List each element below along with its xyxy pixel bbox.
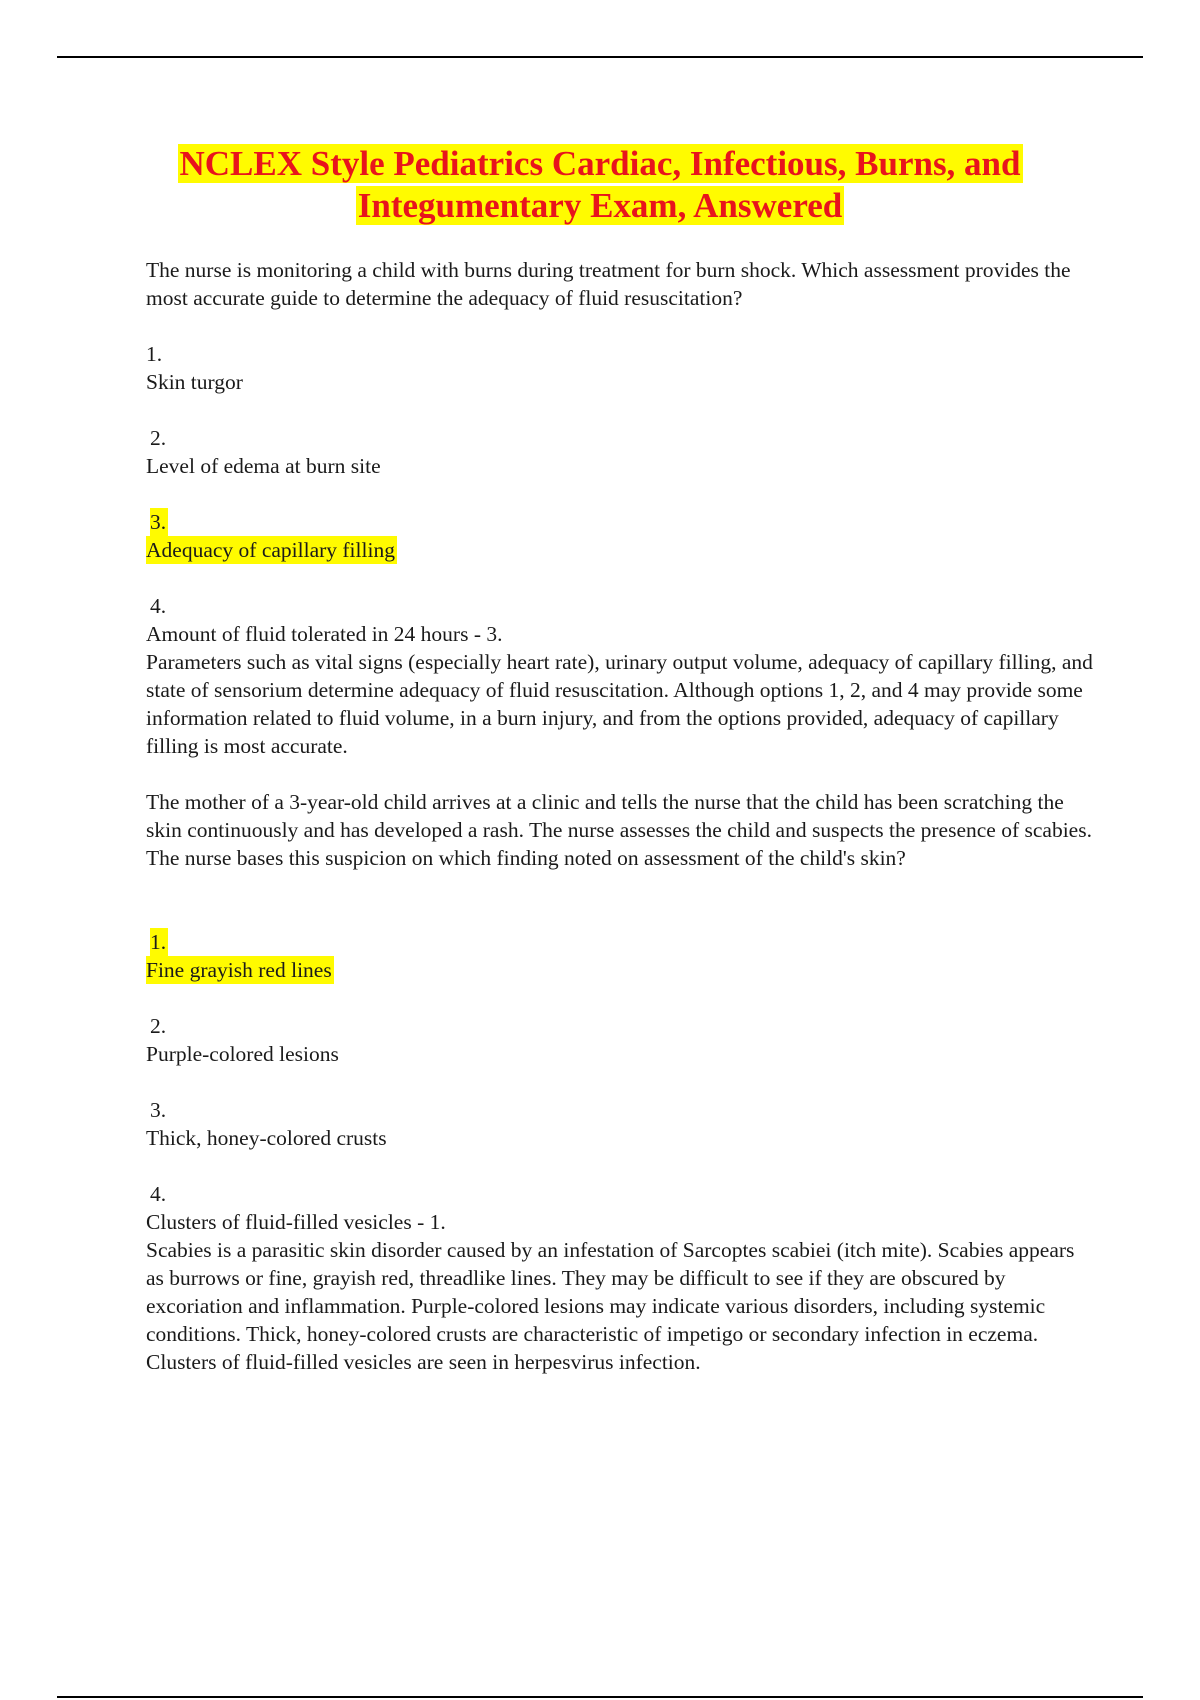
document-title xyxy=(60,143,1140,227)
option-number: 3. xyxy=(150,1098,167,1122)
question-1-rationale: Parameters such as vital signs (especially heart rate), urinary output volume, adequacy of capillary filling, and state of sensorium determine adequacy of fluid resuscitation. Although options 1, 2, and 4 may provide some information related to fluid volume, in a burn injury, and from the options provided, adequacy of capillary filling is most accurate. xyxy=(146,650,1093,758)
q2-option-2 xyxy=(146,1012,1096,1068)
option-number: 4. xyxy=(150,594,167,618)
option-text: Amount of fluid tolerated in 24 hours - 3. xyxy=(146,622,503,646)
option-number: 2. xyxy=(150,426,167,450)
option-number: 2. xyxy=(150,1014,167,1038)
q2-option-3 xyxy=(146,1096,1096,1152)
option-number-highlighted: 3. xyxy=(150,510,167,534)
question-1-text: The nurse is monitoring a child with burns during treatment for burn shock. Which assessment provides the most accurate guide to determine the adequacy of fluid resuscitation? xyxy=(146,258,1071,310)
option-number: 4. xyxy=(150,1182,167,1206)
option-text: Purple-colored lesions xyxy=(146,1042,339,1066)
option-text: Thick, honey-colored crusts xyxy=(146,1126,387,1150)
option-text: Level of edema at burn site xyxy=(146,454,381,478)
question-2-text: The mother of a 3-year-old child arrives at a clinic and tells the nurse that the child has been scratching the skin continuously and has developed a rash. The nurse assesses the child and suspects the presence of scabies. The nurse bases this suspicion on which finding noted on assessment of the child's skin? xyxy=(146,790,1092,870)
q1-option-3-correct xyxy=(146,508,1096,564)
bottom-rule xyxy=(57,1696,1143,1698)
q1-option-4 xyxy=(146,592,1096,648)
option-text: Skin turgor xyxy=(146,370,243,394)
q1-option-2 xyxy=(146,424,1096,480)
option-text-highlighted: Fine grayish red lines xyxy=(146,958,332,982)
title-line-2: Integumentary Exam, Answered xyxy=(357,186,843,225)
option-text-highlighted: Adequacy of capillary filling xyxy=(146,538,395,562)
option-number: 1. xyxy=(146,342,163,366)
title-line-1: NCLEX Style Pediatrics Cardiac, Infectious, Burns, and xyxy=(179,144,1021,183)
q1-option-1 xyxy=(146,340,1096,396)
q2-option-1-correct xyxy=(146,928,1096,984)
top-rule xyxy=(57,56,1143,58)
q2-option-4 xyxy=(146,1180,1096,1236)
option-number-highlighted: 1. xyxy=(150,930,167,954)
option-text: Clusters of fluid-filled vesicles - 1. xyxy=(146,1210,446,1234)
question-2-rationale: Scabies is a parasitic skin disorder caused by an infestation of Sarcoptes scabiei (itch mite). Scabies appears as burrows or fine, grayish red, threadlike lines. They may be difficult to see if they are obscured by excoriation and inflammation. Purple-colored lesions may indicate various disorders, including systemic conditions. Thick, honey-colored crusts are characteristic of impetigo or secondary infection in eczema. Clusters of fluid-filled vesicles are seen in herpesvirus infection. xyxy=(146,1238,1075,1374)
document-body xyxy=(146,256,1096,1376)
